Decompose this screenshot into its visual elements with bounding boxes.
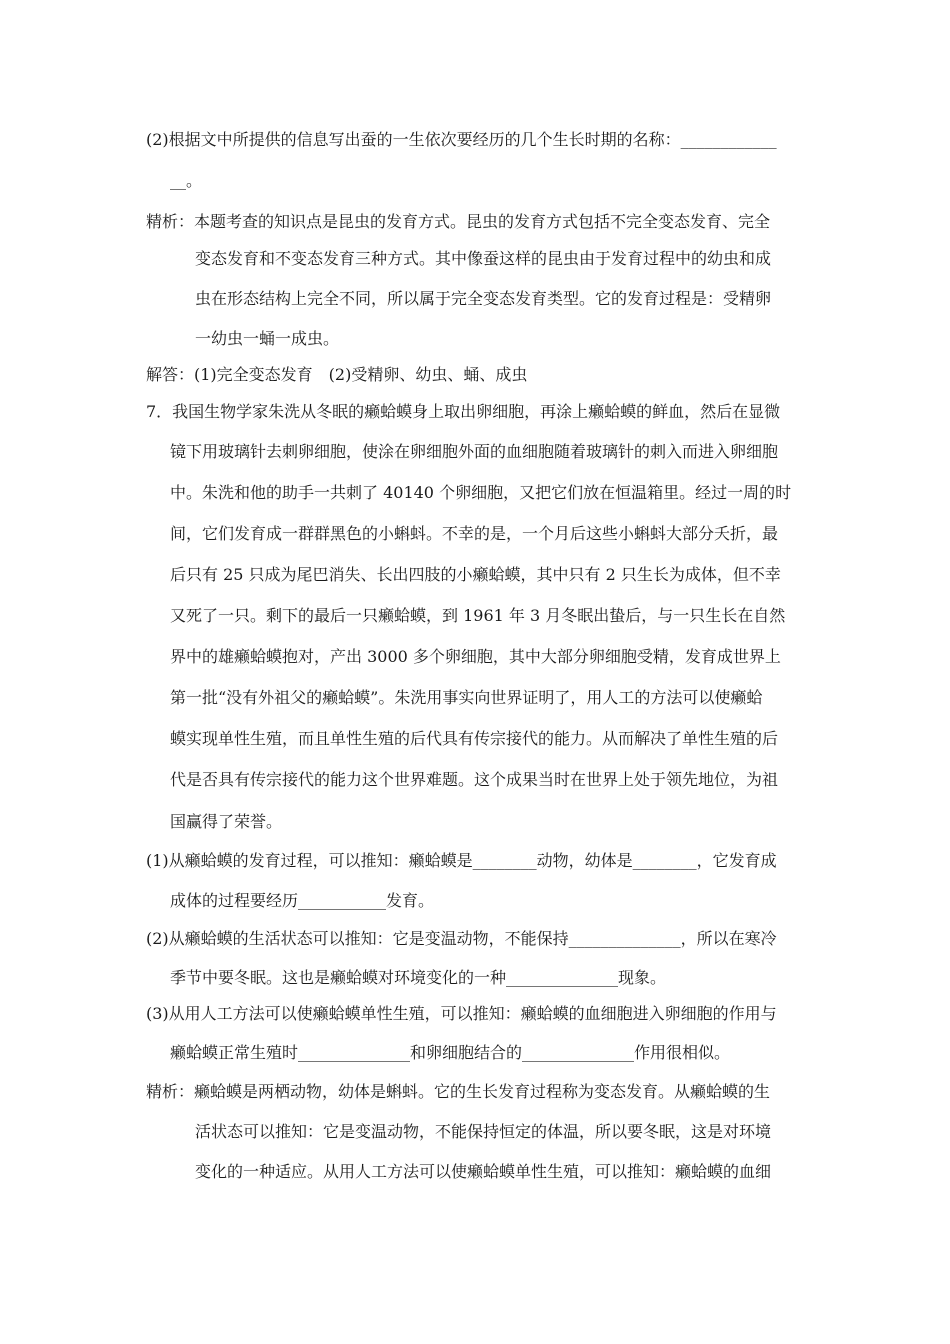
text-line: 界中的雄癞蛤蟆抱对，产出 3000 多个卵细胞，其中大部分卵细胞受精，发育成世界上 [170,647,781,666]
text-line: 又死了一只。剩下的最后一只癞蛤蟆，到 1961 年 3 月冬眠出蛰后，与一只生长在自然 [170,606,786,625]
text-line: 解答：(1)完全变态发育 (2)受精卵、幼虫、蛹、成虫 [146,365,528,384]
text-line: 成体的过程要经历___________发育。 [170,891,435,910]
text-line: 癞蛤蟆正常生殖时______________和卵细胞结合的______________作用很相似。 [170,1043,731,1062]
text-line: 一幼虫一蛹一成虫。 [195,329,340,348]
text-line: 后只有 25 只成为尾巴消失、长出四肢的小癞蛤蟆，其中只有 2 只生长为成体，但不幸 [170,565,781,584]
text-line: (1)从癞蛤蟆的发育过程，可以推知：癞蛤蟆是________动物，幼体是________，它发育成 [146,851,777,870]
text-line: 中。朱洗和他的助手一共刺了 40140 个卵细胞，又把它们放在恒温箱里。经过一周的时 [170,483,792,502]
text-line: 精析：癞蛤蟆是两栖动物，幼体是蝌蚪。它的生长发育过程称为变态发育。从癞蛤蟆的生 [146,1082,771,1101]
text-line: 间，它们发育成一群群黑色的小蝌蚪。不幸的是，一个月后这些小蝌蚪大部分夭折，最 [170,524,779,543]
text-line: 国赢得了荣誉。 [170,812,283,831]
text-line: 代是否具有传宗接代的能力这个世界难题。这个成果当时在世界上处于领先地位，为祖 [170,770,779,789]
text-line: 第一批“没有外祖父的癞蛤蟆”。朱洗用事实向世界证明了，用人工的方法可以使癞蛤 [170,688,763,707]
text-line: 虫在形态结构上完全不同，所以属于完全变态发育类型。它的发育过程是：受精卵 [195,289,772,308]
text-line: 活状态可以推知：它是变温动物，不能保持恒定的体温，所以要冬眠，这是对环境 [195,1122,772,1141]
text-line: 精析：本题考查的知识点是昆虫的发育方式。昆虫的发育方式包括不完全变态发育、完全 [146,212,771,231]
text-line: 7．我国生物学家朱洗从冬眠的癞蛤蟆身上取出卵细胞，再涂上癞蛤蟆的鲜血，然后在显微 [146,402,781,421]
text-line: __。 [170,171,203,190]
text-line: 变态发育和不变态发育三种方式。其中像蚕这样的昆虫由于发育过程中的幼虫和成 [195,249,772,268]
text-line: 蟆实现单性生殖，而且单性生殖的后代具有传宗接代的能力。从而解决了单性生殖的后 [170,729,779,748]
text-line: (3)从用人工方法可以使癞蛤蟆单性生殖，可以推知：癞蛤蟆的血细胞进入卵细胞的作用与 [146,1004,777,1023]
text-line: 变化的一种适应。从用人工方法可以使癞蛤蟆单性生殖，可以推知：癞蛤蟆的血细 [195,1162,772,1181]
text-line: 镜下用玻璃针去刺卵细胞，使涂在卵细胞外面的血细胞随着玻璃针的刺入而进入卵细胞 [170,442,779,461]
text-line: 季节中要冬眠。这也是癞蛤蟆对环境变化的一种______________现象。 [170,968,667,987]
text-line: (2)根据文中所提供的信息写出蚕的一生依次要经历的几个生长时期的名称：____________ [146,130,777,149]
text-line: (2)从癞蛤蟆的生活状态可以推知：它是变温动物，不能保持______________，所以在寒冷 [146,929,777,948]
